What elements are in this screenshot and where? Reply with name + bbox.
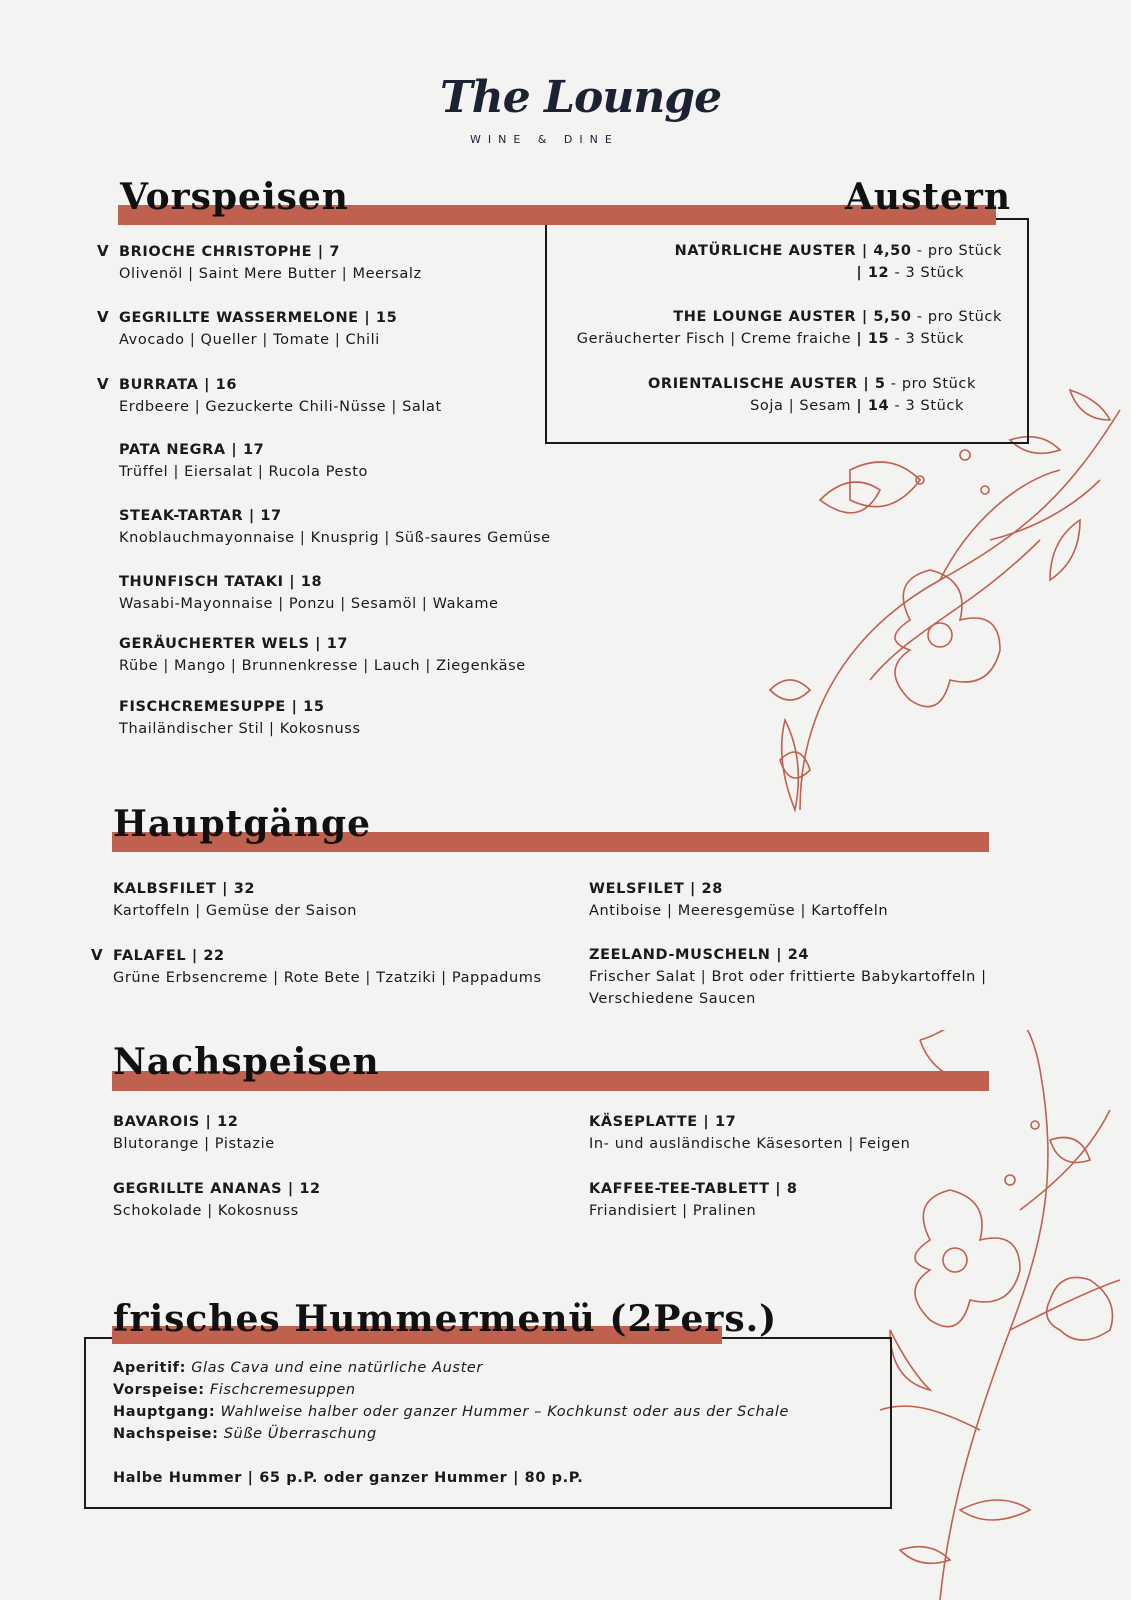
hauptgang-item: WELSFILET | 28 Antiboise | Meeresgemüse | Kartoffeln	[589, 881, 889, 919]
vorspeise-item: V GEGRILLTE WASSERMELONE | 15 Avocado | Queller | Tomate | Chili	[97, 308, 398, 348]
austern-item: NATÜRLICHE AUSTER | 4,50 - pro Stück | 12 - 3 Stück	[674, 243, 1002, 281]
nachspeise-item: KÄSEPLATTE | 17 In- und ausländische Käsesorten | Feigen	[589, 1114, 911, 1152]
nachspeise-item: GEGRILLTE ANANAS | 12 Schokolade | Kokosnuss	[113, 1181, 321, 1219]
vorspeise-item: FISCHCREMESUPPE | 15 Thailändischer Stil | Kokosnuss	[119, 699, 361, 737]
vorspeisen-heading: Vorspeisen	[120, 176, 349, 218]
vorspeise-item: PATA NEGRA | 17 Trüffel | Eiersalat | Rucola Pesto	[119, 442, 368, 480]
vegetarian-icon: V	[97, 242, 110, 260]
austern-heading: Austern	[845, 176, 1012, 218]
hauptgaenge-heading: Hauptgänge	[113, 803, 372, 845]
hauptgang-item: ZEELAND-MUSCHELN | 24 Frischer Salat | Brot oder frittierte Babykartoffeln | Verschiedene Saucen	[589, 947, 987, 1007]
nachspeise-item: BAVAROIS | 12 Blutorange | Pistazie	[113, 1114, 275, 1152]
floral-top-illustration	[740, 380, 1131, 830]
vorspeise-item: THUNFISCH TATAKI | 18 Wasabi-Mayonnaise | Ponzu | Sesamöl | Wakame	[119, 574, 499, 612]
hauptgang-item: V FALAFEL | 22 Grüne Erbsencreme | Rote Bete | Tzatziki | Pappadums	[91, 946, 542, 986]
hummer-price: Halbe Hummer | 65 p.P. oder ganzer Hummer | 80 p.P.	[113, 1470, 584, 1486]
nachspeise-item: KAFFEE-TEE-TABLETT | 8 Friandisiert | Pralinen	[589, 1181, 798, 1219]
brand-tagline: WINE & DINE	[470, 133, 619, 146]
hummer-content: Aperitif: Glas Cava und eine natürliche Auster Vorspeise: Fischcremesuppen Hauptgang: Wahlweise halber oder ganzer Hummer – Kochkunst oder aus der Schale Nachspeise: Süße Überraschung Halbe Hummer | 65 p.P. oder ganzer Hummer | 80 p.P.	[113, 1357, 789, 1489]
austern-item: ORIENTALISCHE AUSTER | 5 - pro Stück Soja | Sesam | 14 - 3 Stück	[648, 376, 976, 414]
vorspeise-item: GERÄUCHERTER WELS | 17 Rübe | Mango | Brunnenkresse | Lauch | Ziegenkäse	[119, 636, 526, 674]
vorspeise-item: STEAK-TARTAR | 17 Knoblauchmayonnaise | Knusprig | Süß-saures Gemüse	[119, 508, 551, 546]
nachspeisen-heading: Nachspeisen	[113, 1041, 380, 1083]
vorspeise-item: V BURRATA | 16 Erdbeere | Gezuckerte Chili-Nüsse | Salat	[97, 375, 442, 415]
hummer-heading: frisches Hummermenü (2Pers.)	[113, 1298, 778, 1340]
austern-item: THE LOUNGE AUSTER | 5,50 - pro Stück Geräucherter Fisch | Creme fraiche | 15 - 3 Stück	[576, 309, 1002, 347]
vorspeise-item: V BRIOCHE CHRISTOPHE | 7 Olivenöl | Saint Mere Butter | Meersalz	[97, 242, 422, 282]
brand-logo: The Lounge	[440, 72, 722, 123]
vegetarian-icon: V	[91, 946, 104, 964]
hauptgang-item: KALBSFILET | 32 Kartoffeln | Gemüse der Saison	[113, 881, 358, 919]
vegetarian-icon: V	[97, 375, 110, 393]
vegetarian-icon: V	[97, 308, 110, 326]
